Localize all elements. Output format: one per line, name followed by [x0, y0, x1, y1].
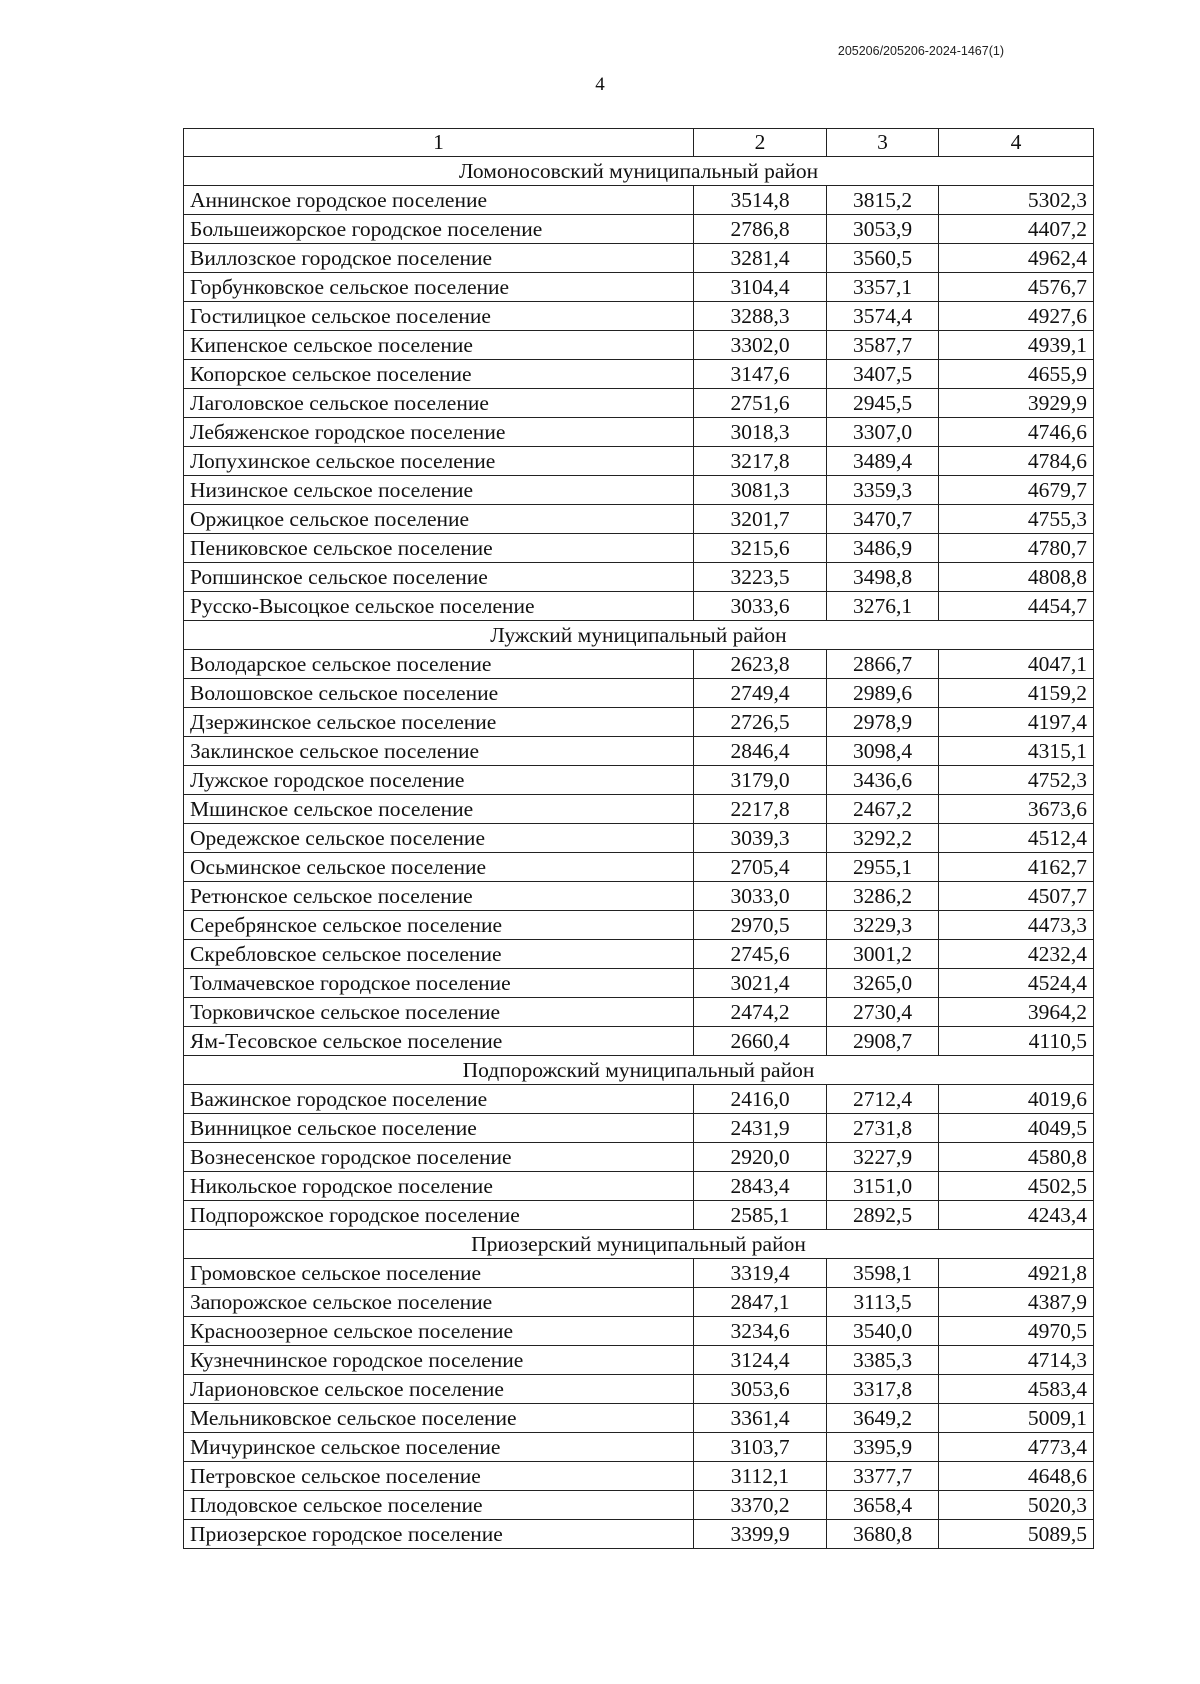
- table-row: [184, 679, 1094, 708]
- settlement-name: Запорожское сельское поселение: [184, 1288, 694, 1317]
- value-col-3: 3486,9: [827, 534, 939, 563]
- settlement-name: Низинское сельское поселение: [184, 476, 694, 505]
- settlement-name: Приозерское городское поселение: [184, 1520, 694, 1549]
- district-title: Приозерский муниципальный район: [184, 1230, 1094, 1259]
- table-row: [184, 1288, 1094, 1317]
- value-col-2: 3217,8: [694, 447, 827, 476]
- settlement-name: Большеижорское городское поселение: [184, 215, 694, 244]
- value-col-3: 2712,4: [827, 1085, 939, 1114]
- settlement-name: Копорское сельское поселение: [184, 360, 694, 389]
- settlement-name: Оржицкое сельское поселение: [184, 505, 694, 534]
- value-col-3: 3377,7: [827, 1462, 939, 1491]
- value-col-4: 4576,7: [939, 273, 1094, 302]
- settlement-name: Мшинское сельское поселение: [184, 795, 694, 824]
- value-col-2: 3081,3: [694, 476, 827, 505]
- value-col-2: 2623,8: [694, 650, 827, 679]
- value-col-4: 4927,6: [939, 302, 1094, 331]
- table-row: [184, 1027, 1094, 1056]
- value-col-3: 3357,1: [827, 273, 939, 302]
- value-col-3: 3815,2: [827, 186, 939, 215]
- table-row: [184, 998, 1094, 1027]
- value-col-4: 4019,6: [939, 1085, 1094, 1114]
- value-col-2: 3021,4: [694, 969, 827, 998]
- table-row: [184, 911, 1094, 940]
- value-col-3: 2945,5: [827, 389, 939, 418]
- settlement-name: Ретюнское сельское поселение: [184, 882, 694, 911]
- value-col-4: 4243,4: [939, 1201, 1094, 1230]
- value-col-2: 3201,7: [694, 505, 827, 534]
- value-col-4: 4110,5: [939, 1027, 1094, 1056]
- table-row: [184, 1462, 1094, 1491]
- settlement-name: Мичуринское сельское поселение: [184, 1433, 694, 1462]
- value-col-4: 4524,4: [939, 969, 1094, 998]
- value-col-3: 3359,3: [827, 476, 939, 505]
- value-col-3: 3574,4: [827, 302, 939, 331]
- value-col-4: 3673,6: [939, 795, 1094, 824]
- value-col-2: 3033,6: [694, 592, 827, 621]
- table-row: [184, 418, 1094, 447]
- settlement-name: Лужское городское поселение: [184, 766, 694, 795]
- value-col-4: 4454,7: [939, 592, 1094, 621]
- table-row: [184, 1259, 1094, 1288]
- value-col-3: 3113,5: [827, 1288, 939, 1317]
- column-header: 2: [694, 129, 827, 157]
- settlement-name: Аннинское городское поселение: [184, 186, 694, 215]
- table-row: [184, 1114, 1094, 1143]
- value-col-2: 3039,3: [694, 824, 827, 853]
- value-col-4: 3964,2: [939, 998, 1094, 1027]
- table-row: [184, 534, 1094, 563]
- value-col-4: 4159,2: [939, 679, 1094, 708]
- value-col-3: 3436,6: [827, 766, 939, 795]
- table-row: [184, 302, 1094, 331]
- value-col-2: 2843,4: [694, 1172, 827, 1201]
- value-col-3: 2908,7: [827, 1027, 939, 1056]
- value-col-3: 3292,2: [827, 824, 939, 853]
- value-col-3: 2978,9: [827, 708, 939, 737]
- table-row: [184, 708, 1094, 737]
- table-row: [184, 447, 1094, 476]
- value-col-2: 2745,6: [694, 940, 827, 969]
- value-col-3: 3598,1: [827, 1259, 939, 1288]
- value-col-2: 2970,5: [694, 911, 827, 940]
- value-col-4: 4679,7: [939, 476, 1094, 505]
- settlement-name: Вознесенское городское поселение: [184, 1143, 694, 1172]
- table-row: [184, 766, 1094, 795]
- value-col-3: 3151,0: [827, 1172, 939, 1201]
- value-col-2: 3288,3: [694, 302, 827, 331]
- table-row: [184, 1172, 1094, 1201]
- value-col-4: 4047,1: [939, 650, 1094, 679]
- value-col-4: 4502,5: [939, 1172, 1094, 1201]
- settlement-name: Осьминское сельское поселение: [184, 853, 694, 882]
- table-row: [184, 1346, 1094, 1375]
- value-col-2: 3018,3: [694, 418, 827, 447]
- value-col-4: 4162,7: [939, 853, 1094, 882]
- table-row: [184, 824, 1094, 853]
- settlement-name: Подпорожское городское поселение: [184, 1201, 694, 1230]
- value-col-3: 2892,5: [827, 1201, 939, 1230]
- district-header-row: [184, 1056, 1094, 1085]
- value-col-4: 4714,3: [939, 1346, 1094, 1375]
- value-col-2: 2749,4: [694, 679, 827, 708]
- value-col-2: 2705,4: [694, 853, 827, 882]
- page-number: 4: [595, 74, 605, 95]
- value-col-3: 3001,2: [827, 940, 939, 969]
- value-col-3: 3540,0: [827, 1317, 939, 1346]
- value-col-2: 2585,1: [694, 1201, 827, 1230]
- table-row: [184, 1375, 1094, 1404]
- settlement-name: Виллозское городское поселение: [184, 244, 694, 273]
- value-col-2: 3124,4: [694, 1346, 827, 1375]
- table-row: [184, 737, 1094, 766]
- value-col-4: 5009,1: [939, 1404, 1094, 1433]
- settlement-name: Горбунковское сельское поселение: [184, 273, 694, 302]
- value-col-4: 4962,4: [939, 244, 1094, 273]
- value-col-2: 3033,0: [694, 882, 827, 911]
- value-col-4: 5089,5: [939, 1520, 1094, 1549]
- settlement-name: Ларионовское сельское поселение: [184, 1375, 694, 1404]
- table-row: [184, 650, 1094, 679]
- value-col-3: 2467,2: [827, 795, 939, 824]
- column-header: 3: [827, 129, 939, 157]
- value-col-3: 2866,7: [827, 650, 939, 679]
- value-col-2: 3112,1: [694, 1462, 827, 1491]
- value-col-3: 3649,2: [827, 1404, 939, 1433]
- value-col-2: 3223,5: [694, 563, 827, 592]
- value-col-2: 3104,4: [694, 273, 827, 302]
- value-col-3: 3053,9: [827, 215, 939, 244]
- settlement-name: Петровское сельское поселение: [184, 1462, 694, 1491]
- value-col-3: 3385,3: [827, 1346, 939, 1375]
- value-col-3: 3265,0: [827, 969, 939, 998]
- value-col-4: 5020,3: [939, 1491, 1094, 1520]
- settlement-name: Винницкое сельское поселение: [184, 1114, 694, 1143]
- value-col-3: 3680,8: [827, 1520, 939, 1549]
- settlement-name: Волошовское сельское поселение: [184, 679, 694, 708]
- value-col-2: 3302,0: [694, 331, 827, 360]
- table-row: [184, 1433, 1094, 1462]
- value-col-2: 2786,8: [694, 215, 827, 244]
- value-col-4: 4752,3: [939, 766, 1094, 795]
- value-col-3: 3286,2: [827, 882, 939, 911]
- table-row: [184, 1085, 1094, 1114]
- value-col-3: 3489,4: [827, 447, 939, 476]
- table-row: [184, 244, 1094, 273]
- value-col-2: 3319,4: [694, 1259, 827, 1288]
- table-body: [184, 129, 1094, 1549]
- value-col-3: 3407,5: [827, 360, 939, 389]
- column-header: 1: [184, 129, 694, 157]
- value-col-3: 3317,8: [827, 1375, 939, 1404]
- value-col-2: 2660,4: [694, 1027, 827, 1056]
- value-col-2: 2751,6: [694, 389, 827, 418]
- value-col-2: 2431,9: [694, 1114, 827, 1143]
- district-title: Подпорожский муниципальный район: [184, 1056, 1094, 1085]
- value-col-4: 4655,9: [939, 360, 1094, 389]
- value-col-4: 4808,8: [939, 563, 1094, 592]
- value-col-2: 2416,0: [694, 1085, 827, 1114]
- value-col-3: 3307,0: [827, 418, 939, 447]
- value-col-2: 3281,4: [694, 244, 827, 273]
- table-row: [184, 1201, 1094, 1230]
- table-row: [184, 331, 1094, 360]
- settlement-name: Кипенское сельское поселение: [184, 331, 694, 360]
- value-col-3: 3395,9: [827, 1433, 939, 1462]
- table-row: [184, 1404, 1094, 1433]
- value-col-2: 3053,6: [694, 1375, 827, 1404]
- value-col-4: 4755,3: [939, 505, 1094, 534]
- data-table: [183, 128, 1094, 1549]
- value-col-4: 3929,9: [939, 389, 1094, 418]
- value-col-4: 4780,7: [939, 534, 1094, 563]
- value-col-4: 4507,7: [939, 882, 1094, 911]
- settlement-name: Красноозерное сельское поселение: [184, 1317, 694, 1346]
- value-col-2: 2847,1: [694, 1288, 827, 1317]
- table-row: [184, 795, 1094, 824]
- value-col-4: 4583,4: [939, 1375, 1094, 1404]
- settlement-name: Важинское городское поселение: [184, 1085, 694, 1114]
- value-col-3: 2989,6: [827, 679, 939, 708]
- settlement-name: Русско-Высоцкое сельское поселение: [184, 592, 694, 621]
- value-col-4: 4512,4: [939, 824, 1094, 853]
- settlement-name: Оредежское сельское поселение: [184, 824, 694, 853]
- value-col-3: 3498,8: [827, 563, 939, 592]
- settlement-name: Ям-Тесовское сельское поселение: [184, 1027, 694, 1056]
- value-col-3: 2731,8: [827, 1114, 939, 1143]
- value-col-2: 2726,5: [694, 708, 827, 737]
- table-row: [184, 215, 1094, 244]
- table-row: [184, 592, 1094, 621]
- settlement-name: Серебрянское сельское поселение: [184, 911, 694, 940]
- value-col-4: 4315,1: [939, 737, 1094, 766]
- district-header-row: [184, 157, 1094, 186]
- settlement-name: Громовское сельское поселение: [184, 1259, 694, 1288]
- settlement-name: Володарское сельское поселение: [184, 650, 694, 679]
- settlement-name: Гостилицкое сельское поселение: [184, 302, 694, 331]
- settlement-name: Пениковское сельское поселение: [184, 534, 694, 563]
- value-col-2: 2474,2: [694, 998, 827, 1027]
- table-row: [184, 505, 1094, 534]
- value-col-2: 3103,7: [694, 1433, 827, 1462]
- value-col-2: 2920,0: [694, 1143, 827, 1172]
- value-col-2: 3179,0: [694, 766, 827, 795]
- table-row: [184, 476, 1094, 505]
- settlement-name: Никольское городское поселение: [184, 1172, 694, 1201]
- value-col-2: 3361,4: [694, 1404, 827, 1433]
- table-row: [184, 1491, 1094, 1520]
- settlement-name: Толмачевское городское поселение: [184, 969, 694, 998]
- value-col-4: 4407,2: [939, 215, 1094, 244]
- settlement-name: Плодовское сельское поселение: [184, 1491, 694, 1520]
- settlement-name: Дзержинское сельское поселение: [184, 708, 694, 737]
- district-title: Ломоносовский муниципальный район: [184, 157, 1094, 186]
- value-col-2: 3514,8: [694, 186, 827, 215]
- value-col-3: 2955,1: [827, 853, 939, 882]
- table-row: [184, 273, 1094, 302]
- table-row: [184, 853, 1094, 882]
- value-col-3: 3276,1: [827, 592, 939, 621]
- table-row: [184, 186, 1094, 215]
- table-row: [184, 940, 1094, 969]
- value-col-4: 4970,5: [939, 1317, 1094, 1346]
- value-col-3: 3229,3: [827, 911, 939, 940]
- value-col-3: 3560,5: [827, 244, 939, 273]
- value-col-3: 3098,4: [827, 737, 939, 766]
- table-row: [184, 1520, 1094, 1549]
- value-col-4: 4197,4: [939, 708, 1094, 737]
- document-id: 205206/205206-2024-1467(1): [837, 44, 1004, 58]
- settlement-name: Кузнечнинское городское поселение: [184, 1346, 694, 1375]
- value-col-3: 3587,7: [827, 331, 939, 360]
- table-row: [184, 360, 1094, 389]
- value-col-4: 4473,3: [939, 911, 1094, 940]
- settlement-name: Торковичское сельское поселение: [184, 998, 694, 1027]
- value-col-4: 4784,6: [939, 447, 1094, 476]
- settlement-name: Лаголовское сельское поселение: [184, 389, 694, 418]
- value-col-2: 2846,4: [694, 737, 827, 766]
- district-title: Лужский муниципальный район: [184, 621, 1094, 650]
- value-col-3: 3658,4: [827, 1491, 939, 1520]
- value-col-4: 4746,6: [939, 418, 1094, 447]
- table-row: [184, 1143, 1094, 1172]
- settlement-name: Ропшинское сельское поселение: [184, 563, 694, 592]
- settlement-name: Лопухинское сельское поселение: [184, 447, 694, 476]
- table-row: [184, 389, 1094, 418]
- district-header-row: [184, 621, 1094, 650]
- value-col-3: 3470,7: [827, 505, 939, 534]
- district-header-row: [184, 1230, 1094, 1259]
- table-row: [184, 882, 1094, 911]
- value-col-3: 3227,9: [827, 1143, 939, 1172]
- value-col-2: 2217,8: [694, 795, 827, 824]
- value-col-2: 3147,6: [694, 360, 827, 389]
- value-col-4: 4049,5: [939, 1114, 1094, 1143]
- settlement-name: Скребловское сельское поселение: [184, 940, 694, 969]
- value-col-4: 4939,1: [939, 331, 1094, 360]
- value-col-2: 3215,6: [694, 534, 827, 563]
- settlement-name: Заклинское сельское поселение: [184, 737, 694, 766]
- table-row: [184, 1317, 1094, 1346]
- column-header: 4: [939, 129, 1094, 157]
- value-col-4: 4580,8: [939, 1143, 1094, 1172]
- value-col-3: 2730,4: [827, 998, 939, 1027]
- value-col-2: 3399,9: [694, 1520, 827, 1549]
- table-row: [184, 969, 1094, 998]
- value-col-4: 4921,8: [939, 1259, 1094, 1288]
- value-col-4: 5302,3: [939, 186, 1094, 215]
- table-row: [184, 563, 1094, 592]
- value-col-2: 3370,2: [694, 1491, 827, 1520]
- value-col-2: 3234,6: [694, 1317, 827, 1346]
- value-col-4: 4773,4: [939, 1433, 1094, 1462]
- header-row: [184, 129, 1094, 157]
- value-col-4: 4387,9: [939, 1288, 1094, 1317]
- value-col-4: 4648,6: [939, 1462, 1094, 1491]
- settlement-name: Лебяженское городское поселение: [184, 418, 694, 447]
- value-col-4: 4232,4: [939, 940, 1094, 969]
- settlement-name: Мельниковское сельское поселение: [184, 1404, 694, 1433]
